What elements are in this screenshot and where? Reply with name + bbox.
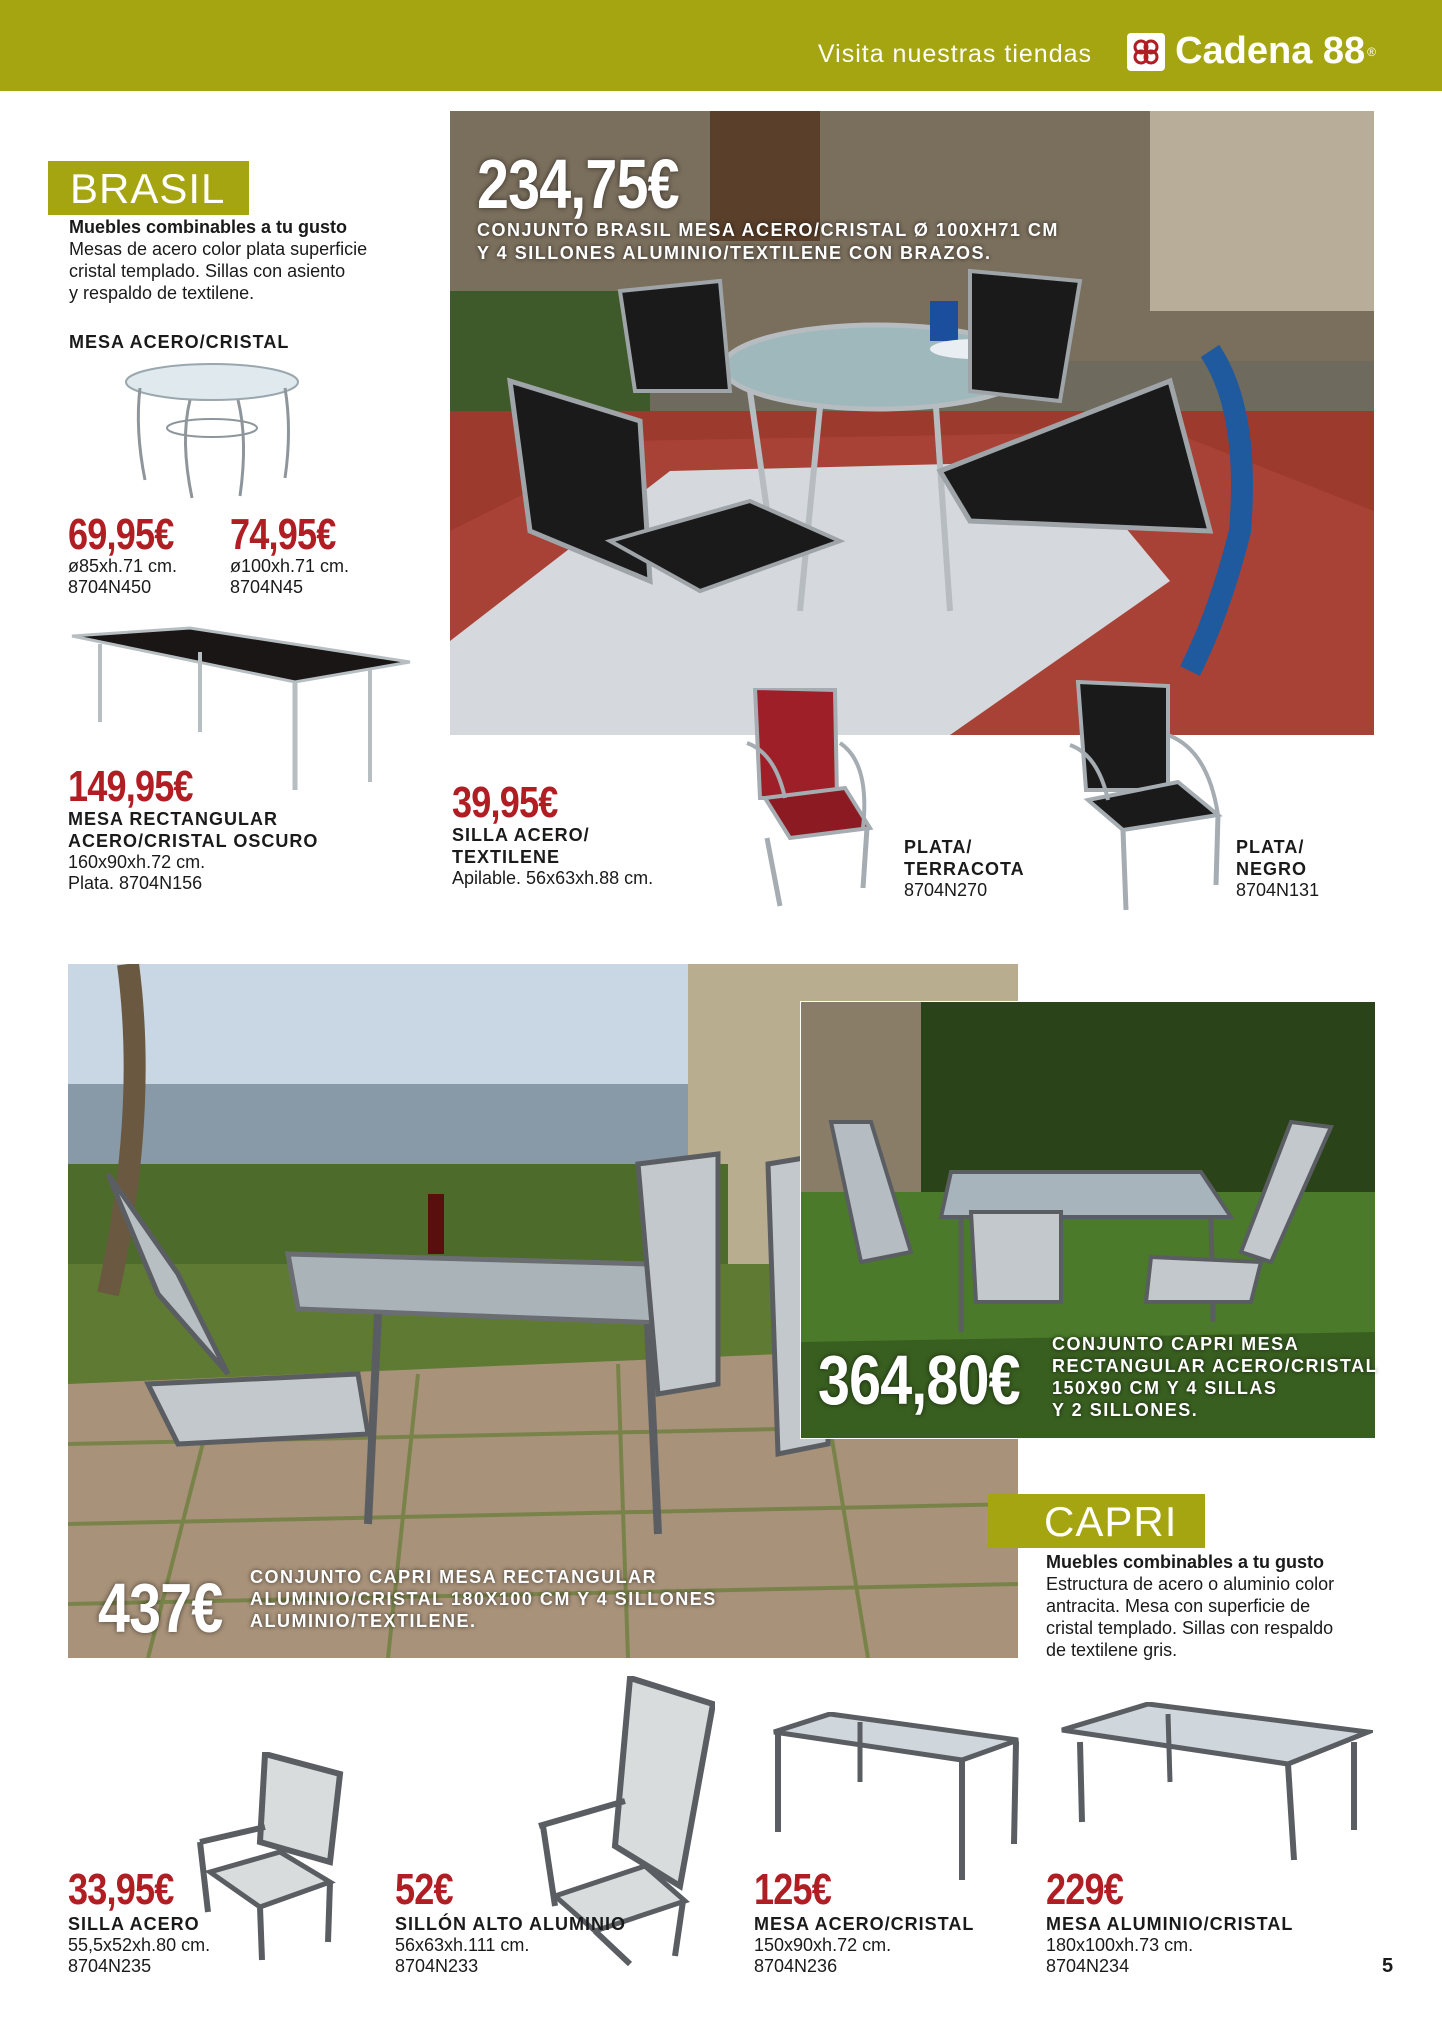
brand-registered: ® (1367, 44, 1376, 59)
steel-chair-image (190, 1752, 350, 1962)
red-chair-image (745, 688, 895, 908)
ref-label: Plata. 8704N156 (68, 873, 203, 893)
ref-label: 8704N270 (904, 880, 988, 900)
capri-tag: CAPRI (988, 1494, 1205, 1548)
price-label: 69,95€ (68, 510, 174, 559)
brasil-set-price: 234,75€ (477, 145, 679, 223)
brand-mark-icon (1127, 33, 1165, 71)
capri-small-set-line: RECTANGULAR ACERO/CRISTAL (1052, 1356, 1379, 1376)
price-label: 39,95€ (452, 778, 558, 827)
variant-name: PLATA/ (1236, 837, 1305, 857)
capri-lead-line: cristal templado. Sillas con respaldo (1046, 1618, 1334, 1638)
price-label: 229€ (1046, 1865, 1123, 1914)
ref-label: 8704N450 (68, 577, 152, 597)
variant-name: NEGRO (1236, 859, 1308, 879)
capri-small-set-text (1052, 1333, 1378, 1421)
aluminium-glass-table-image (1058, 1702, 1373, 1862)
size-label: Apilable. 56x63xh.88 cm. (452, 868, 654, 888)
capri-product (754, 1865, 974, 1977)
capri-big-set-price: 437€ (98, 1569, 223, 1647)
capri-lead-line: antracita. Mesa con superficie de (1046, 1596, 1311, 1616)
brasil-set-line: Y 4 SILLONES ALUMINIO/TEXTILENE CON BRAZOS. (477, 243, 992, 263)
size-label: 55,5x52xh.80 cm. (68, 1935, 211, 1955)
product-name: SILLÓN ALTO ALUMINIO (395, 1914, 626, 1934)
product-name: MESA ALUMINIO/CRISTAL (1046, 1914, 1294, 1934)
ref-label: 8704N233 (395, 1956, 479, 1976)
variant-name: TERRACOTA (904, 859, 1025, 879)
price-label: 149,95€ (68, 762, 193, 811)
capri-small-set-line: CONJUNTO CAPRI MESA (1052, 1334, 1300, 1354)
size-label: 150x90xh.72 cm. (754, 1935, 892, 1955)
capri-lead (1046, 1552, 1386, 1661)
capri-product (395, 1865, 626, 1977)
variant-black (1236, 836, 1319, 901)
round-table-a (68, 510, 197, 598)
product-name: TEXTILENE (452, 847, 561, 867)
brasil-lead (69, 217, 409, 304)
capri-small-set-line: 150X90 CM Y 4 SILLAS (1052, 1378, 1278, 1398)
price-label: 52€ (395, 1865, 453, 1914)
brasil-lead-line: y respaldo de textilene. (69, 283, 255, 303)
brasil-chair-info (452, 778, 653, 889)
rect-table-info (68, 762, 318, 894)
visit-stores-text: Visita nuestras tiendas (817, 40, 1092, 68)
capri-small-set-line: Y 2 SILLONES. (1052, 1400, 1199, 1420)
size-label: 160x90xh.72 cm. (68, 852, 206, 872)
variant-red (904, 836, 1025, 901)
brasil-set-line: CONJUNTO BRASIL MESA ACERO/CRISTAL Ø 100XH71 CM (477, 220, 1059, 240)
product-name: SILLA ACERO (68, 1914, 200, 1934)
capri-product (68, 1865, 210, 1977)
black-chair-image (1068, 680, 1228, 912)
capri-small-set-price: 364,80€ (818, 1341, 1020, 1419)
page-number: 5 (1382, 1955, 1394, 1977)
product-name: MESA ACERO/CRISTAL (754, 1914, 975, 1934)
round-table-b (230, 510, 359, 598)
capri-lead-title: Muebles combinables a tu gusto (1046, 1552, 1325, 1572)
ref-label: 8704N235 (68, 1956, 152, 1976)
header-bar (0, 0, 1442, 91)
capri-big-set-line: ALUMINIO/TEXTILENE. (250, 1611, 477, 1631)
capri-big-set-line: CONJUNTO CAPRI MESA RECTANGULAR (250, 1567, 658, 1587)
brasil-lead-line: Mesas de acero color plata superficie (69, 239, 368, 259)
ref-label: 8704N234 (1046, 1956, 1130, 1976)
brasil-lead-line: cristal templado. Sillas con asiento (69, 261, 346, 281)
product-name: SILLA ACERO/ (452, 825, 590, 845)
size-label: 56x63xh.111 cm. (395, 1935, 530, 1955)
price-label: 125€ (754, 1865, 831, 1914)
capri-product (1046, 1865, 1293, 1977)
brand-logo[interactable] (1127, 30, 1376, 73)
capri-big-set-line: ALUMINIO/CRISTAL 180X100 CM Y 4 SILLONES (250, 1589, 717, 1609)
capri-lead-line: Estructura de acero o aluminio color (1046, 1574, 1335, 1594)
steel-glass-table-image (770, 1712, 1020, 1882)
variant-name: PLATA/ (904, 837, 973, 857)
brasil-tag: BRASIL (48, 161, 249, 215)
size-label: 180x100xh.73 cm. (1046, 1935, 1194, 1955)
brasil-table-heading: MESA ACERO/CRISTAL (69, 332, 290, 352)
capri-lead-line: de textilene gris. (1046, 1640, 1178, 1660)
price-label: 33,95€ (68, 1865, 174, 1914)
capri-big-set-text (250, 1566, 717, 1632)
ref-label: 8704N131 (1236, 880, 1320, 900)
ref-label: 8704N236 (754, 1956, 838, 1976)
brand-name: Cadena 88 (1175, 30, 1366, 72)
ref-label: 8704N45 (230, 577, 304, 597)
round-table-image (120, 360, 310, 500)
brasil-lead-title: Muebles combinables a tu gusto (69, 217, 348, 237)
size-label: ø85xh.71 cm. (68, 556, 178, 576)
product-name: MESA RECTANGULAR (68, 809, 278, 829)
product-name: ACERO/CRISTAL OSCURO (68, 831, 319, 851)
price-label: 74,95€ (230, 510, 336, 559)
size-label: ø100xh.71 cm. (230, 556, 350, 576)
